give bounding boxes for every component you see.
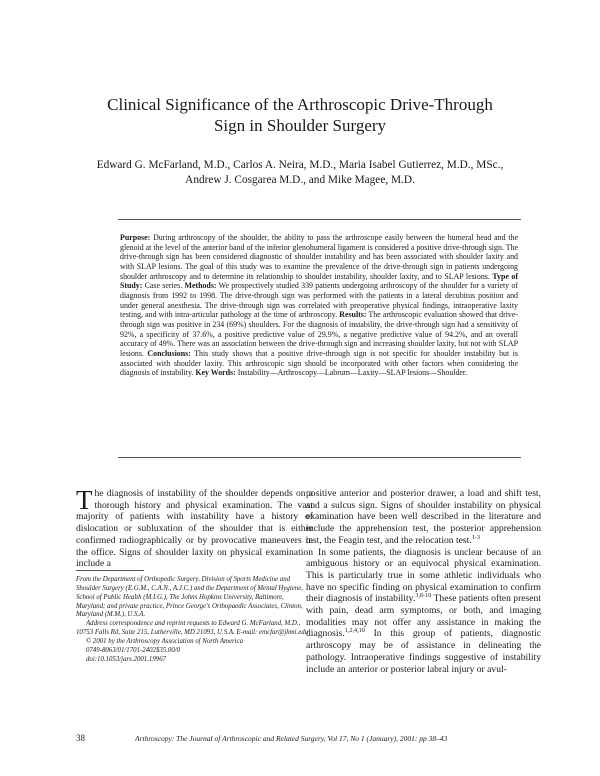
- citation-ref: 3,8-10: [415, 592, 432, 600]
- drop-cap: T: [76, 485, 93, 515]
- purpose-text: During arthroscopy of the shoulder, the ability to pass the arthroscope easily between the humeral head and the glenoid at the level of the anterior band of the inferior glenohumeral ligament is considered a positive drive-through sign. The drive-through sign has been considered diagnostic of shoulder instability and has been associated with shoulder laxity and with SLAP lesions. The goal of this study was to examine the prevalence of the drive-through sign in patients undergoing shoulder arthroscopy and to determine its relationship to shoulder instability, shoulder laxity, and to SLAP lesions.: [120, 233, 518, 281]
- purpose-label: Purpose:: [120, 233, 151, 242]
- citation-ref: 1,2,4,10: [344, 627, 365, 635]
- conclusions-text: This study shows that a positive drive-through sign is not specific for shoulder instability but is associated with shoulder laxity. This arthroscopic sign should be incorporated with other factors when considering the diagnosis of instability.: [120, 348, 518, 378]
- type-of-study-label: Type of Study:: [120, 271, 518, 291]
- body-paragraph: [306, 488, 541, 547]
- paragraph-text: In this group of patients, diagnostic arthroscopy may be of assistance in delineating the pathology. Intraoperative findings suggestive of instability include an anterior or posterior labral injury or avul-: [306, 628, 541, 675]
- paragraph-text: In some patients, the diagnosis is unclear because of an ambiguous history or an equivocal physical examination. This is particularly true in some athletic individuals who have no specific finding on physical examination to confirm their diagnosis of instability.: [306, 546, 541, 605]
- results-text: The arthroscopic evaluation showed that drive-through sign was positive in 234 (69%) shoulders. For the diagnosis of instability, the drive-through sign had a sensitivity of 92%, a specificity of 37.6%, a positive predictive value of 29.9%, a negative predictive value of 94.2%, and an overall accuracy of 49%. There was an association between the drive-through sign and increasing shoulder laxity, but not with SLAP lesions.: [120, 310, 518, 358]
- page-number: 38: [76, 733, 85, 743]
- issn-note: 0749-8063/01/1701-2402$35.00/0: [86, 646, 181, 654]
- authors-line-2: Andrew J. Cosgarea M.D., and Mike Magee, M.D.: [185, 174, 415, 186]
- results-label: Results:: [339, 310, 367, 320]
- body-paragraph: [306, 547, 541, 676]
- key-words-text: Instability—Arthroscopy—Labrum—Laxity—SLAP lesions—Shoulder.: [235, 368, 468, 378]
- correspondence-note: Address correspondence and reprint requests to Edward G. McFarland, M.D., 10753 Falls Rd, Suite 215, Lutherville, MD 21093, U.S.A. E-mail: emcfar@jhmi.edu: [76, 620, 309, 637]
- affiliation-note: From the Department of Orthopedic Surgery, Division of Sports Medicine and Shoulder Surgery (E.G.M., C.A.N., A.J.C.) and the Department of Mental Hygiene, School of Public Health (M.I.G.), The Johns Hopkins University, Baltimore, Maryland; and private practice, Prince George's Orthopaedic Associates, Clinton, Maryland (M.M.), U.S.A.: [76, 576, 303, 619]
- type-of-study-text: Case series.: [142, 281, 185, 291]
- copyright-note: © 2001 by the Arthroscopy Association of North America: [86, 637, 244, 645]
- title-line-2: Sign in Shoulder Surgery: [213, 116, 387, 135]
- body-column-right: [306, 488, 541, 675]
- body-paragraph: [76, 485, 313, 570]
- footnote-divider: [76, 570, 144, 571]
- methods-label: Methods:: [184, 281, 217, 291]
- article-title: [60, 94, 540, 136]
- footnote: [76, 576, 311, 664]
- abstract: [120, 233, 518, 378]
- key-words-label: Key Words:: [195, 368, 236, 378]
- body-column-left: [76, 485, 313, 570]
- methods-text: We prospectively studied 339 patients undergoing arthroscopy of the shoulder for a variety of diagnosis from 1992 to 1998. The drive-through sign was performed with the patients in a lateral decubitus position and under general anesthesia. The drive-through sign was correlated with preoperative physical findings, intraoperative laxity testing, and with intra-articular pathology at the time of arthroscopy.: [120, 281, 518, 320]
- paragraph-text: These patients often present with pain, dead arm symptoms, or both, and imaging modalities may not offer any assistance in making the diagnosis.: [306, 593, 541, 640]
- paragraph-text: he diagnosis of instability of the shoulder depends on a thorough history and physical examination. The vast majority of patients with instability have a history of dislocation or subluxation of the shoulder that is either confirmed radiographically or by provocative maneuvers in the office. Signs of shoulder laxity on physical examination include a: [76, 488, 313, 570]
- citation-ref: 1-3: [471, 533, 481, 541]
- paragraph-text: positive anterior and posterior drawer, a load and shift test, and a sulcus sign. Signs of shoulder instability on physical examination have been well described in the literature and include the apprehension test, the posterior apprehension test, the Feagin test, and the relocation test.: [306, 488, 541, 546]
- authors-line-1: Edward G. McFarland, M.D., Carlos A. Neira, M.D., Maria Isabel Gutierrez, M.D., MSc.,: [96, 159, 504, 171]
- doi-note: doi:10.1053/jars.2001.19967: [86, 655, 167, 663]
- author-list: [60, 158, 540, 188]
- conclusions-label: Conclusions:: [147, 348, 191, 358]
- title-line-1: Clinical Significance of the Arthroscopic Drive-Through: [107, 95, 493, 114]
- journal-citation: Arthroscopy: The Journal of Arthroscopic and Related Surgery, Vol 17, No 1 (January), 2001: pp 38–43: [135, 734, 448, 743]
